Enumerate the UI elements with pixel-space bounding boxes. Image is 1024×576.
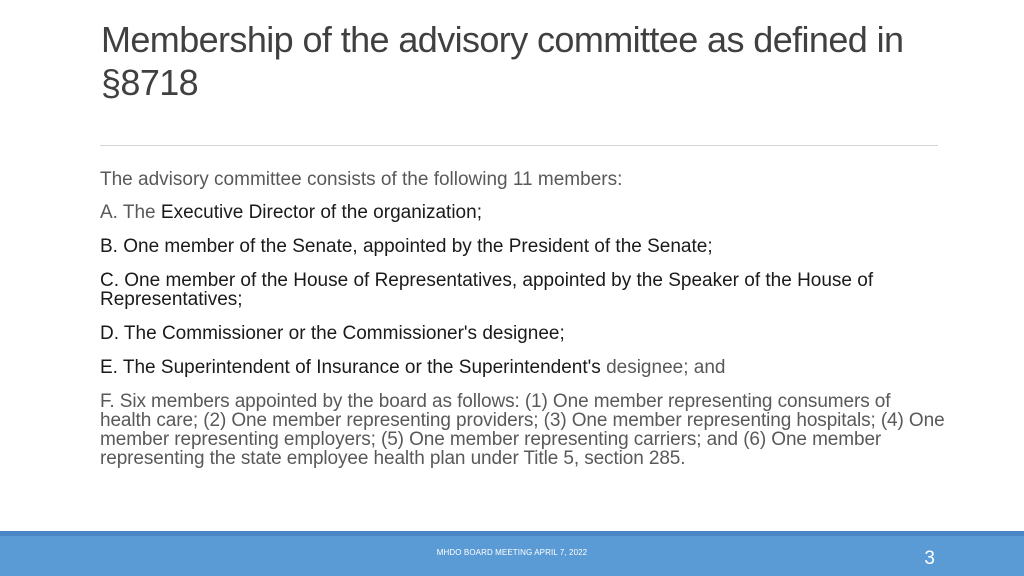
list-item-a [100,203,945,222]
list-item-d: D. The Commissioner or the Commissioner's designee; [100,323,565,344]
list-item-a-text: Executive Director of the organization; [155,202,482,223]
list-item-b: B. One member of the Senate, appointed by the President of the Senate; [100,236,713,257]
footer-text: MHDO BOARD MEETING APRIL 7, 2022 [436,548,588,557]
list-item-f: F. Six members appointed by the board as follows: (1) One member representing consumers of health care; (2) One member representing providers; (3) One member representing hospitals; (4) One member representing employers; (5) One member representing carriers; and (6) One member representing the state employee health plan under Title 5, section 285. [100,391,945,469]
list-item-e [100,358,945,377]
page-number: 3 [924,548,935,569]
list-item-e-suffix: designee; and [600,357,726,378]
list-item-e-text: E. The Superintendent of Insurance or the Superintendent's [100,357,601,378]
intro-text: The advisory committee consists of the following 11 members: [100,169,623,190]
list-item-c: C. One member of the House of Representatives, appointed by the Speaker of the House of Representatives; [100,270,874,310]
list-item-a-prefix: A. The [100,202,156,223]
slide-body [100,170,945,468]
slide-title: Membership of the advisory committee as defined in §8718 [101,19,904,103]
title-divider [100,145,938,146]
